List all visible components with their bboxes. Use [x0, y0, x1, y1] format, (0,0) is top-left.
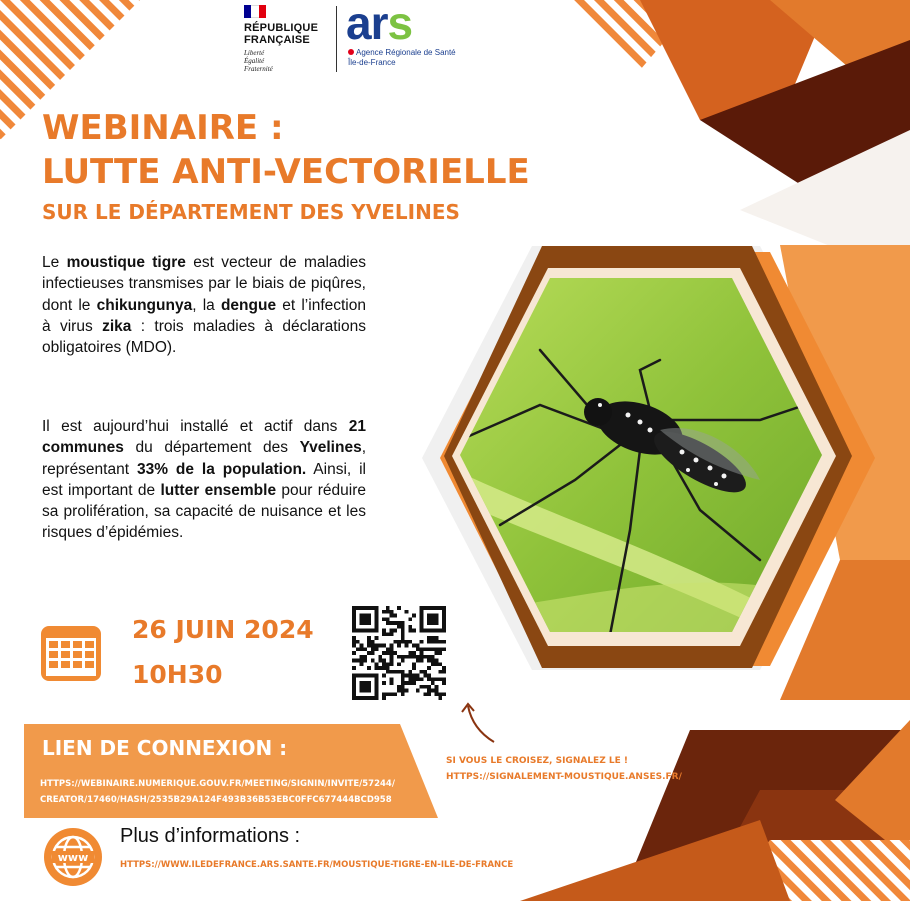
event-date: 26 JUIN 2024: [132, 615, 314, 644]
page-title-line-2: LUTTE ANTI-VECTORIELLE: [42, 152, 530, 192]
www-icon: [42, 826, 104, 888]
event-time: 10H30: [132, 660, 223, 689]
ars-dot-icon: [348, 49, 354, 55]
gov-logo-name: RÉPUBLIQUE FRANÇAISE: [244, 22, 319, 46]
logo-divider: [336, 6, 337, 72]
ars-agency-label: Agence Régionale de Santé Île-de-France: [348, 48, 456, 67]
more-info-title: Plus d’informations :: [120, 825, 301, 847]
connection-title: LIEN DE CONNEXION :: [42, 736, 288, 760]
french-flag-icon: [244, 5, 266, 18]
more-info-link[interactable]: HTTPS://WWW.ILEDEFRANCE.ARS.SANTE.FR/MOUSTIQUE-TIGRE-EN-ILE-DE-FRANCE: [120, 860, 514, 870]
ars-logo-word: ars: [346, 0, 413, 49]
curved-arrow-icon: [454, 698, 502, 746]
report-link[interactable]: HTTPS://SIGNALEMENT-MOUSTIQUE.ANSES.FR/: [446, 772, 682, 782]
svg-text:www: www: [57, 851, 89, 864]
republique-francaise-logo: [240, 5, 332, 77]
gov-motto: Liberté Égalité Fraternité: [244, 49, 273, 73]
situation-paragraph: Il est aujourd’hui installé et actif dans 21 communes du département des Yvelines, représentant 33% de la population. Ainsi, il est important de lutter ensemble pour réduire sa prolifération, sa capacité de nuisance et les risques d’épidémies.: [42, 418, 366, 542]
page-subtitle: SUR LE DÉPARTEMENT DES YVELINES: [42, 200, 460, 224]
ars-logo: [346, 2, 476, 76]
calendar-icon: [40, 624, 102, 682]
connection-link-cont[interactable]: CREATOR/17460/HASH/2535B29A124F493B36B53EBC0FFC677444BCD958: [40, 795, 392, 805]
report-title: SI VOUS LE CROISEZ, SIGNALEZ LE !: [446, 756, 628, 766]
intro-paragraph: Le moustique tigre est vecteur de maladies infectieuses transmises par le biais de piqûres, dont le chikungunya, la dengue et l’infection à virus zika : trois maladies à déclarations obligatoires (MDO).: [42, 254, 366, 357]
qr-code[interactable]: [352, 606, 446, 700]
page-title-line-1: WEBINAIRE :: [42, 108, 284, 148]
connection-link[interactable]: HTTPS://WEBINAIRE.NUMERIQUE.GOUV.FR/MEETING/SIGNIN/INVITE/57244/: [40, 779, 395, 789]
